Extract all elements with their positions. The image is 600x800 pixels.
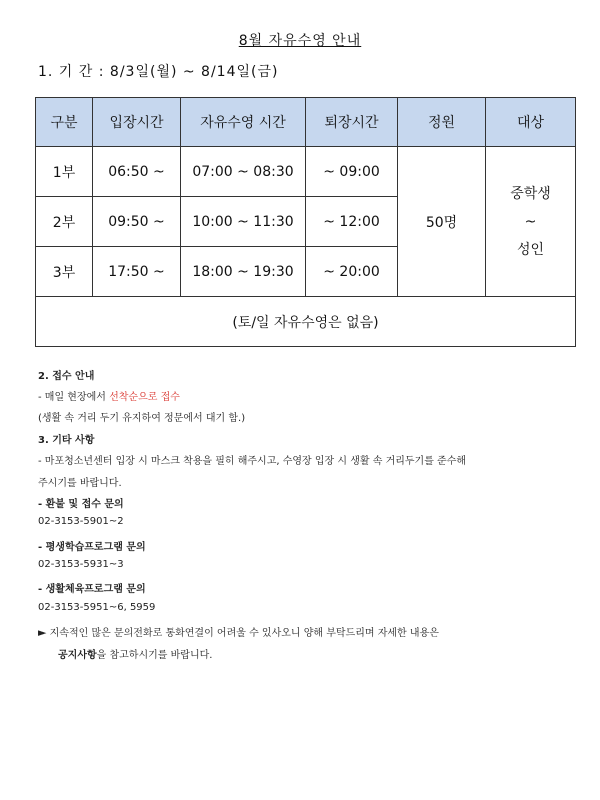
session-cell: 1부 xyxy=(36,147,93,197)
section2-line2: (생활 속 거리 두기 유지하여 정문에서 대기 함.) xyxy=(38,413,246,424)
exit-cell: ~ 12:00 xyxy=(306,197,398,247)
notice-link-text: 공지사항 xyxy=(58,650,97,661)
sports-phone: 02-3153-5951~6, 5959 xyxy=(38,602,156,613)
entry-cell: 06:50 ~ xyxy=(93,147,181,197)
entry-cell: 17:50 ~ xyxy=(93,247,181,297)
target-line-2: ~ xyxy=(524,213,537,230)
header-session: 구분 xyxy=(36,98,93,147)
section2-heading: 2. 접수 안내 xyxy=(38,371,95,382)
session-cell: 3부 xyxy=(36,247,93,297)
notice-line2 xyxy=(58,646,212,661)
entry-cell: 09:50 ~ xyxy=(93,197,181,247)
table-row xyxy=(36,147,576,197)
refund-heading: - 환불 및 접수 문의 xyxy=(38,499,124,510)
capacity-cell: 50명 xyxy=(398,147,486,297)
target-line-1: 중학생 xyxy=(510,185,551,202)
schedule-table xyxy=(35,97,576,347)
swim-cell: 10:00 ~ 11:30 xyxy=(181,197,306,247)
header-swim-time: 자유수영 시간 xyxy=(181,98,306,147)
section3-heading: 3. 기타 사항 xyxy=(38,435,95,446)
sports-heading: - 생활체육프로그램 문의 xyxy=(38,584,146,595)
section2-line1-prefix: - 매일 현장에서 xyxy=(38,392,110,403)
session-cell: 2부 xyxy=(36,197,93,247)
header-capacity: 정원 xyxy=(398,98,486,147)
arrow-icon: ► xyxy=(38,626,47,639)
header-entry-time: 입장시간 xyxy=(93,98,181,147)
header-target: 대상 xyxy=(486,98,576,147)
period-line: 1. 기 간 : 8/3일(월) ~ 8/14일(금) xyxy=(38,64,279,80)
first-come-highlight: 선착순으로 접수 xyxy=(109,392,180,403)
weekend-note: (토/일 자유수영은 없음) xyxy=(36,297,576,347)
notice-line1 xyxy=(38,624,439,639)
target-line-3: 성인 xyxy=(516,241,545,258)
section3-line1: - 마포청소년센터 입장 시 마스크 착용을 필히 해주시고, 수영장 입장 시 생활 속 거리두기를 준수해 xyxy=(38,456,467,467)
section3-line2: 주시기를 바랍니다. xyxy=(38,478,122,489)
table-note-row xyxy=(36,297,576,347)
section2-line1 xyxy=(38,388,180,403)
table-header-row xyxy=(36,98,576,147)
notice-text: 지속적인 많은 문의전화로 통화연결이 어려울 수 있사오니 양해 부탁드리며 자세한 내용은 xyxy=(46,628,439,639)
swim-cell: 07:00 ~ 08:30 xyxy=(181,147,306,197)
exit-cell: ~ 20:00 xyxy=(306,247,398,297)
refund-phone: 02-3153-5901~2 xyxy=(38,516,124,527)
lifelong-heading: - 평생학습프로그램 문의 xyxy=(38,542,146,553)
swim-cell: 18:00 ~ 19:30 xyxy=(181,247,306,297)
header-exit-time: 퇴장시간 xyxy=(306,98,398,147)
target-cell xyxy=(486,147,576,297)
notice-line2-rest: 을 참고하시기를 바랍니다. xyxy=(96,650,213,661)
lifelong-phone: 02-3153-5931~3 xyxy=(38,559,124,570)
page-title: 8월 자유수영 안내 xyxy=(238,33,362,49)
exit-cell: ~ 09:00 xyxy=(306,147,398,197)
